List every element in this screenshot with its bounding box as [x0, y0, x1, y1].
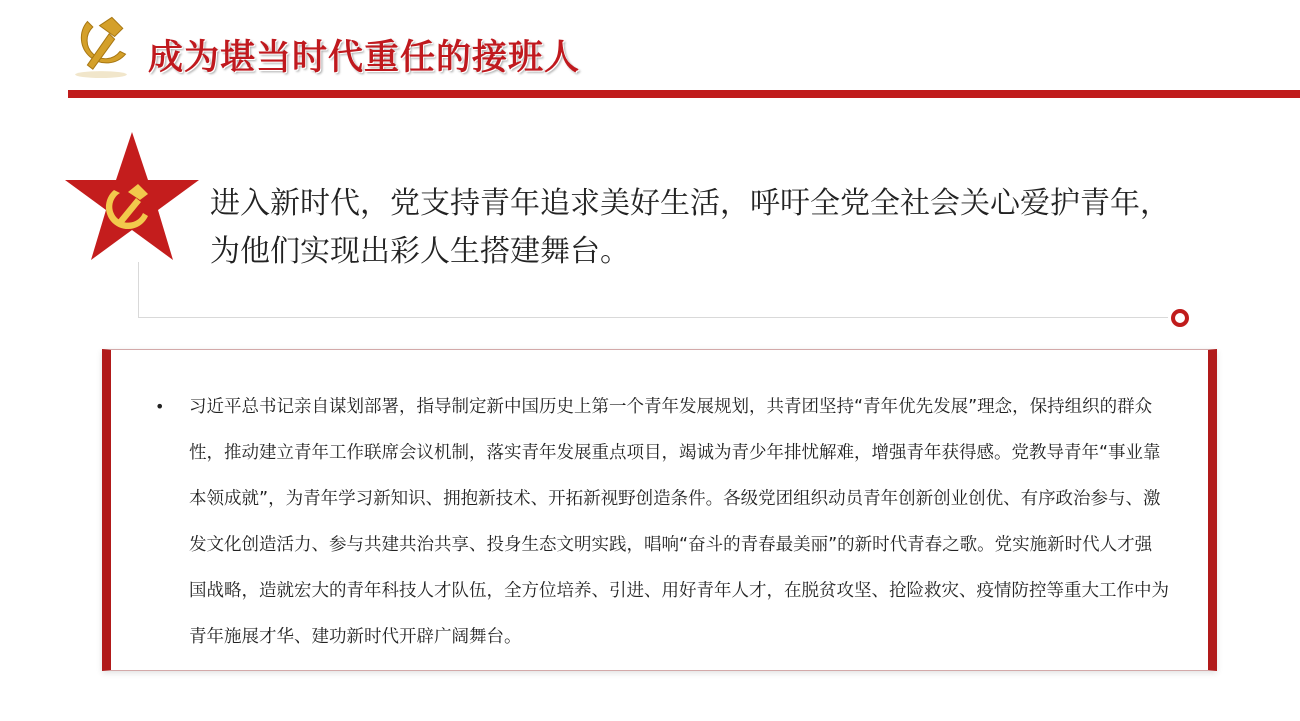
bullet-marker: • [155, 397, 165, 416]
content-paragraph: 习近平总书记亲自谋划部署，指导制定新中国历史上第一个青年发展规划，共青团坚持“青年优先发展”理念，保持组织的群众性，推动建立青年工作联席会议机制，落实青年发展重点项目，竭诚为青少年排忧解难，增强青年获得感。党教导青年“事业靠本领成就”，为青年学习新知识、拥抱新技术、开拓新视野创造条件。各级党团组织动员青年创新创业创优、有序政治参与、激发文化创造活力、参与共建共治共享、投身生态文明实践，唱响“奋斗的青春最美丽”的新时代青春之歌。党实施新时代人才强国战略，造就宏大的青年科技人才队伍，全方位培养、引进、用好青年人才，在脱贫攻坚、抢险救灾、疫情防控等重大工作中为青年施展才华、建功新时代开辟广阔舞台。 [189, 397, 1169, 647]
callout-connector-horizontal [138, 317, 1168, 318]
page-title: 成为堪当时代重任的接班人 [148, 38, 581, 78]
callout-end-dot [1171, 309, 1189, 327]
title-underline [68, 90, 1300, 98]
callout-headline: 进入新时代，党支持青年追求美好生活，呼吁全党全社会关心爱护青年，为他们实现出彩人生搭建舞台。 [210, 186, 1170, 269]
header-logo-icon [66, 12, 136, 80]
callout-connector-vertical [138, 262, 139, 318]
content-box [102, 349, 1217, 671]
star-emblem-icon [62, 130, 202, 264]
